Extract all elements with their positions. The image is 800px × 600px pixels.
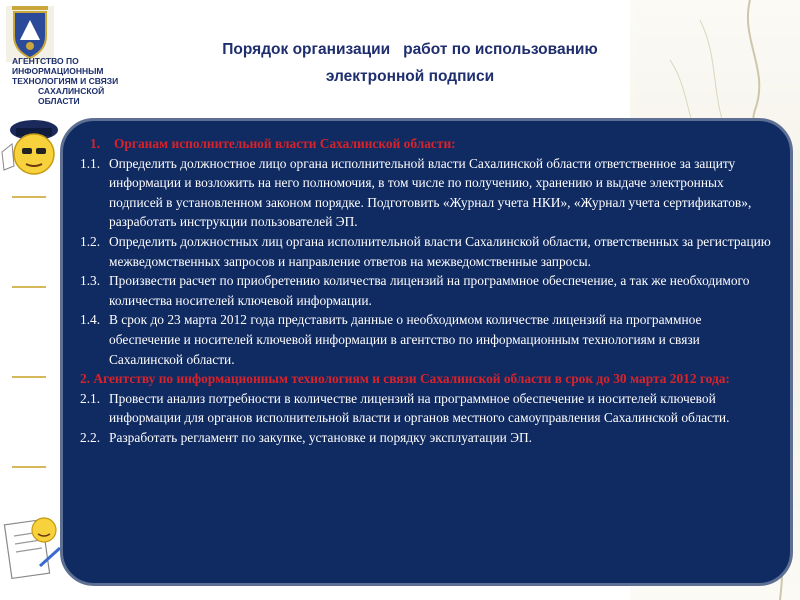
list-item [80,389,776,428]
item-text: Определить должностное лицо органа исполнительной власти Сахалинской области ответственное за защиту информации и возложить на него полномочия, в том числе по получению, хранению и выдаче электронных подписей в установленном законом порядке. Подготовить «Журнал учета НКИ», «Журнал учета сертификатов», разработать инструкции пользователей ЭП. [109,155,752,230]
agency-line: ТЕХНОЛОГИЯМ И СВЯЗИ [12,76,119,86]
agency-region-line: САХАЛИНСКОЙ [38,86,105,96]
item-number: 1.3. [80,273,101,289]
list-item [80,310,776,369]
item-number: 1.4. [80,312,101,328]
list-item [80,428,776,448]
section-heading [80,369,776,389]
agency-region [12,86,152,106]
agency-region-line: ОБЛАСТИ [38,96,80,106]
section-heading-text: Органам исполнительной власти Сахалинской области: [114,136,456,151]
page-title: Порядок организации работ по использованию электронной подписи [222,41,598,85]
section-heading [80,134,776,154]
item-number: 2.2. [80,429,101,445]
divider [12,286,46,288]
section-heading-text: Агентству по информационным технологиям и связи Сахалинской области в срок до 30 марта 2012 года: [93,371,730,387]
agency-line: АГЕНТСТВО ПО [12,56,79,66]
section-number: 2. [80,371,91,387]
list-item [80,271,776,310]
section-number: 1. [90,136,101,151]
item-text: Произвести расчет по приобретению количества лицензий на программное обеспечение, а так же необходимого количества носителей ключевой информации. [109,273,750,308]
divider [12,466,46,468]
item-text: Определить должностных лиц органа исполнительной власти Сахалинской области, ответственных за регистрацию межведомственных запросов и направление ответов на межведомственные запросы. [109,233,771,269]
agency-name [12,56,152,106]
police-smiley-icon [0,114,62,184]
divider [12,196,46,198]
document-writing-icon [0,508,64,592]
list-item [80,154,776,232]
item-number: 1.1. [80,155,101,171]
list-item [80,232,776,271]
coat-of-arms-icon [6,4,54,64]
item-number: 2.1. [80,390,101,406]
item-text: Разработать регламент по закупке, установке и порядку эксплуатации ЭП. [109,429,532,445]
item-text: Провести анализ потребности в количестве лицензий на программное обеспечение и носителей ключевой информации для органов исполнительной власти и органов местного самоуправления Сахалинской области. [109,390,730,426]
divider [12,376,46,378]
item-number: 1.2. [80,233,101,249]
instructions-list [80,134,776,448]
agency-line: ИНФОРМАЦИОННЫМ [12,66,104,76]
item-text: В срок до 23 марта 2012 года представить данные о необходимом количестве лицензий на программное обеспечение и носителей ключевой информации в агентство по информационным технологиям и связи Сахалинской области. [109,312,702,367]
